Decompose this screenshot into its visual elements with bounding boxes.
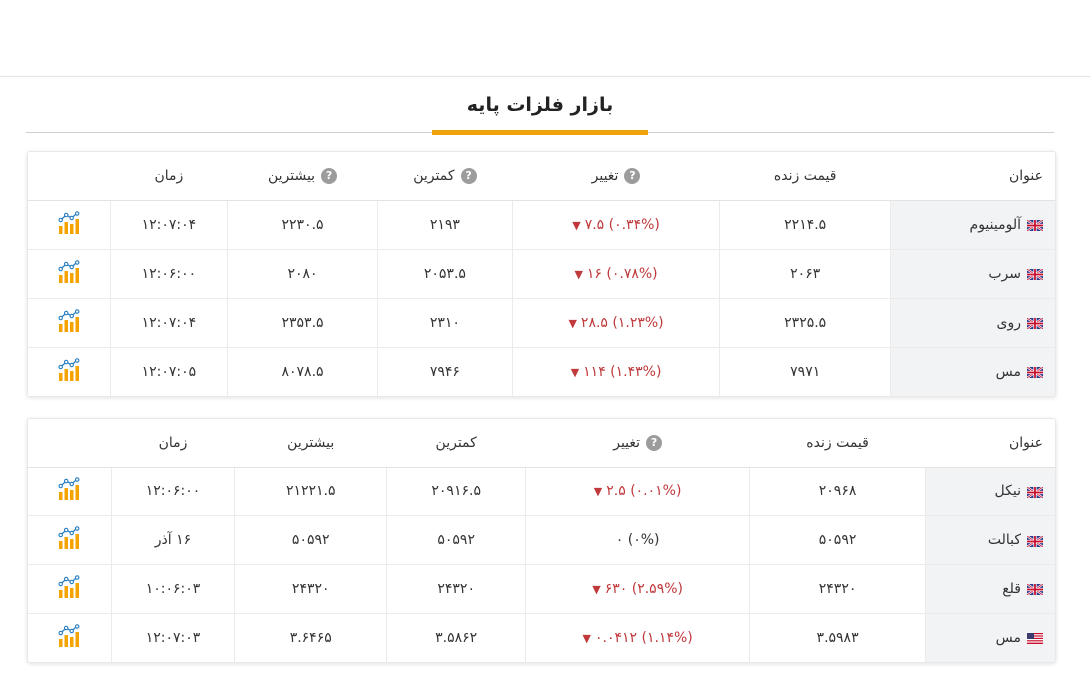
live-price: ۲۰۹۶۸ [750,467,926,516]
update-time: ۱۲:۰۷:۰۴ [110,200,227,249]
change-cell [526,467,750,516]
header-change: ?تغییر [526,419,750,467]
update-time: ۱۲:۰۶:۰۰ [111,467,234,516]
table-row[interactable] [28,467,1055,516]
uk-flag-icon [1027,486,1043,497]
metal-name: قلع [1002,580,1021,597]
metal-name-cell[interactable] [891,249,1055,298]
change-cell [512,249,720,298]
change-cell [512,347,720,396]
metal-name: کبالت [987,532,1021,549]
metal-name-cell[interactable] [891,200,1055,249]
change-cell [512,298,720,347]
chart-icon[interactable] [57,526,81,554]
table-row[interactable] [28,200,1055,249]
price-table-2 [28,419,1055,662]
table-header-row [28,152,1055,200]
uk-flag-icon [1027,317,1043,328]
header-high: بیشترین [235,419,387,467]
header-live-price: قیمت زنده [720,152,891,200]
uk-flag-icon [1027,219,1043,230]
change-cell [526,565,750,614]
uk-flag-icon [1027,366,1043,377]
chart-icon[interactable] [57,211,81,239]
change-cell [526,613,750,662]
high-price: ۸۰۷۸.۵ [227,347,377,396]
help-icon[interactable]: ? [646,435,662,451]
table-row[interactable] [28,347,1055,396]
table-row[interactable] [28,298,1055,347]
metals-table-1 [27,151,1056,397]
table-row[interactable] [28,249,1055,298]
us-flag-icon [1027,632,1043,643]
metal-name-cell[interactable] [925,516,1055,565]
metal-name: مس [995,629,1021,646]
high-price: ۲۰۸۰ [227,249,377,298]
change-value: ۱۶ (۰.۷۸%) [586,265,658,282]
header-separator [0,76,1090,77]
change-cell [526,516,750,565]
header-low: ?کمترین [378,152,513,200]
high-price: ۲۴۳۲۰ [235,565,387,614]
help-icon[interactable]: ? [461,168,477,184]
low-price: ۵۰۵۹۲ [387,516,526,565]
uk-flag-icon [1027,535,1043,546]
change-value: ۶۳۰ (۲.۵۹%) [604,580,683,597]
high-price: ۳.۶۴۶۵ [235,613,387,662]
metal-name-cell[interactable] [891,347,1055,396]
low-price: ۲۰۵۳.۵ [378,249,513,298]
low-price: ۲۳۱۰ [378,298,513,347]
metal-name-cell[interactable] [925,613,1055,662]
metal-name-cell[interactable] [925,565,1055,614]
high-price: ۵۰۵۹۲ [235,516,387,565]
update-time: ۱۶ آذر [111,516,234,565]
chevron-down-icon: ▼ [568,316,577,330]
chart-icon[interactable] [57,624,81,652]
metal-name-cell[interactable] [925,467,1055,516]
uk-flag-icon [1027,268,1043,279]
metal-name: نیکل [994,483,1021,500]
header-low: کمترین [387,419,526,467]
change-value: ۲۸.۵ (۱.۲۳%) [580,314,664,331]
change-value: ۲.۵ (۰.۰۱%) [606,483,682,500]
low-price: ۷۹۴۶ [378,347,513,396]
chart-cell[interactable] [28,467,111,516]
header-title: عنوان [925,419,1055,467]
table-row[interactable] [28,516,1055,565]
chart-icon[interactable] [57,309,81,337]
change-cell [512,200,720,249]
live-price: ۲۴۳۲۰ [750,565,926,614]
live-price: ۷۹۷۱ [720,347,891,396]
header-change: ?تغییر [512,152,720,200]
help-icon[interactable]: ? [624,168,640,184]
low-price: ۲۰۹۱۶.۵ [387,467,526,516]
chevron-down-icon: ▼ [570,365,580,379]
header-title: عنوان [891,152,1055,200]
table-row[interactable] [28,613,1055,662]
metal-name: مس [995,363,1021,380]
uk-flag-icon [1027,583,1043,594]
header-chart [28,152,110,200]
metals-table-2 [27,418,1056,663]
table-header-row [28,419,1055,467]
low-price: ۲۴۳۲۰ [387,565,526,614]
page-title: بازار فلزات پایه [466,94,614,116]
chart-cell[interactable] [28,298,110,347]
help-icon[interactable]: ? [321,168,337,184]
chart-icon[interactable] [57,260,81,288]
update-time: ۱۲:۰۶:۰۰ [110,249,227,298]
metal-name: آلومینیوم [969,216,1021,233]
update-time: ۱۲:۰۷:۰۵ [110,347,227,396]
live-price: ۳.۵۹۸۳ [750,613,926,662]
chart-cell[interactable] [28,347,110,396]
header-chart [28,419,111,467]
low-price: ۳.۵۸۶۲ [387,613,526,662]
low-price: ۲۱۹۳ [378,200,513,249]
update-time: ۱۰:۰۶:۰۳ [111,565,234,614]
section-heading [26,90,1054,134]
high-price: ۲۳۵۳.۵ [227,298,377,347]
chevron-down-icon: ▼ [572,218,581,232]
chart-icon[interactable] [57,358,81,386]
chart-cell[interactable] [28,565,111,614]
chevron-down-icon: ▼ [592,582,601,596]
update-time: ۱۲:۰۷:۰۳ [111,613,234,662]
change-value: ۰ (۰%) [615,532,660,549]
update-time: ۱۲:۰۷:۰۴ [110,298,227,347]
header-live-price: قیمت زنده [750,419,926,467]
live-price: ۲۳۲۵.۵ [720,298,891,347]
live-price: ۲۲۱۴.۵ [720,200,891,249]
header-high: ?بیشترین [227,152,377,200]
chevron-down-icon: ▼ [574,267,583,281]
change-value: ۱۱۴ (۱.۴۳%) [583,363,662,380]
chart-icon[interactable] [57,477,81,505]
price-table-1 [28,152,1055,396]
heading-accent-bar [432,130,648,135]
chart-icon[interactable] [57,575,81,603]
change-value: ۷.۵ (۰.۳۴%) [584,216,660,233]
metal-name-cell[interactable] [891,298,1055,347]
live-price: ۲۰۶۳ [720,249,891,298]
table-row[interactable] [28,565,1055,614]
chevron-down-icon: ▼ [593,485,603,499]
chevron-down-icon: ▼ [582,631,591,645]
change-value: ۰.۰۴۱۲ (۱.۱۴%) [595,629,693,646]
live-price: ۵۰۵۹۲ [750,516,926,565]
metal-name: روی [996,314,1021,331]
metal-name: سرب [988,265,1021,282]
header-time: زمان [110,152,227,200]
header-time: زمان [111,419,234,467]
chart-cell[interactable] [28,249,110,298]
chart-cell[interactable] [28,516,111,565]
chart-cell[interactable] [28,200,110,249]
high-price: ۲۱۲۲۱.۵ [235,467,387,516]
high-price: ۲۲۳۰.۵ [227,200,377,249]
chart-cell[interactable] [28,613,111,662]
